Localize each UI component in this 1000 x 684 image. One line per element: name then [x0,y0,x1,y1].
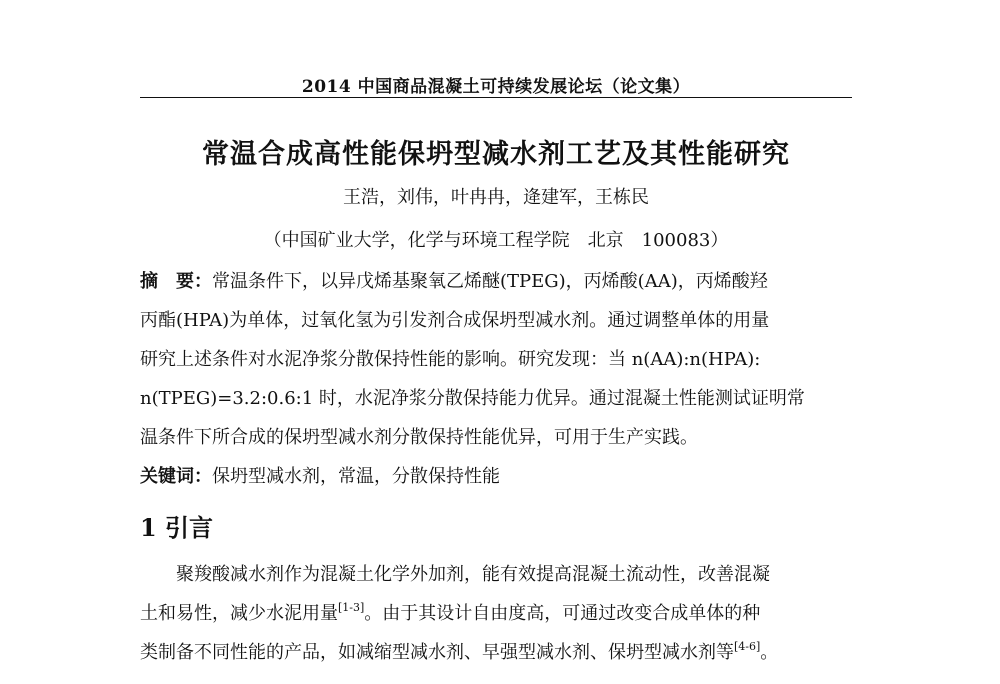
header-rule [140,97,852,98]
abstract-line: 研究上述条件对水泥净浆分散保持性能的影响。研究发现：当 n(AA):n(HPA): [140,349,761,370]
keywords-line [140,462,852,488]
body-text: 。由于其设计自由度高，可通过改变合成单体的种 [364,603,761,624]
affiliation: （中国矿业大学，化学与环境工程学院 北京 100083） [263,230,729,251]
body-text: 。 [760,642,779,663]
abstract-line: n(TPEG)=3.2:0.6:1 时，水泥净浆分散保持能力优异。通过混凝土性能测试证明常 [140,388,805,409]
abstract-label: 摘 要： [140,271,212,292]
paper-title: 常温合成高性能保坍型减水剂工艺及其性能研究 [202,139,790,170]
citation-ref: [1-3] [338,601,365,614]
abstract-text: 常温条件下，以异戊烯基聚氧乙烯醚(TPEG)，丙烯酸(AA)，丙烯酸羟 [212,271,768,292]
body-text: 类制备不同性能的产品，如减缩型减水剂、早强型减水剂、保坍型减水剂等 [140,642,734,663]
abstract-line: 温条件下所合成的保坍型减水剂分散保持性能优异，可用于生产实践。 [140,427,698,448]
abstract-line [140,267,852,293]
authors: 王浩，刘伟，叶冉冉，逄建军，王栋民 [343,187,649,208]
citation-ref: [4-6] [734,640,761,653]
body-line: 聚羧酸减水剂作为混凝土化学外加剂，能有效提高混凝土流动性，改善混凝 [176,564,770,585]
body-line [140,599,852,625]
keywords-text: 保坍型减水剂，常温，分散保持性能 [212,466,500,487]
section-heading: 1 引言 [140,513,214,542]
body-line [140,638,852,664]
keywords-label: 关键词： [140,466,212,487]
running-head: 2014 中国商品混凝土可持续发展论坛（论文集） [301,77,691,97]
body-text: 土和易性，减少水泥用量 [140,603,338,624]
abstract-line: 丙酯(HPA)为单体，过氧化氢为引发剂合成保坍型减水剂。通过调整单体的用量 [140,310,770,331]
